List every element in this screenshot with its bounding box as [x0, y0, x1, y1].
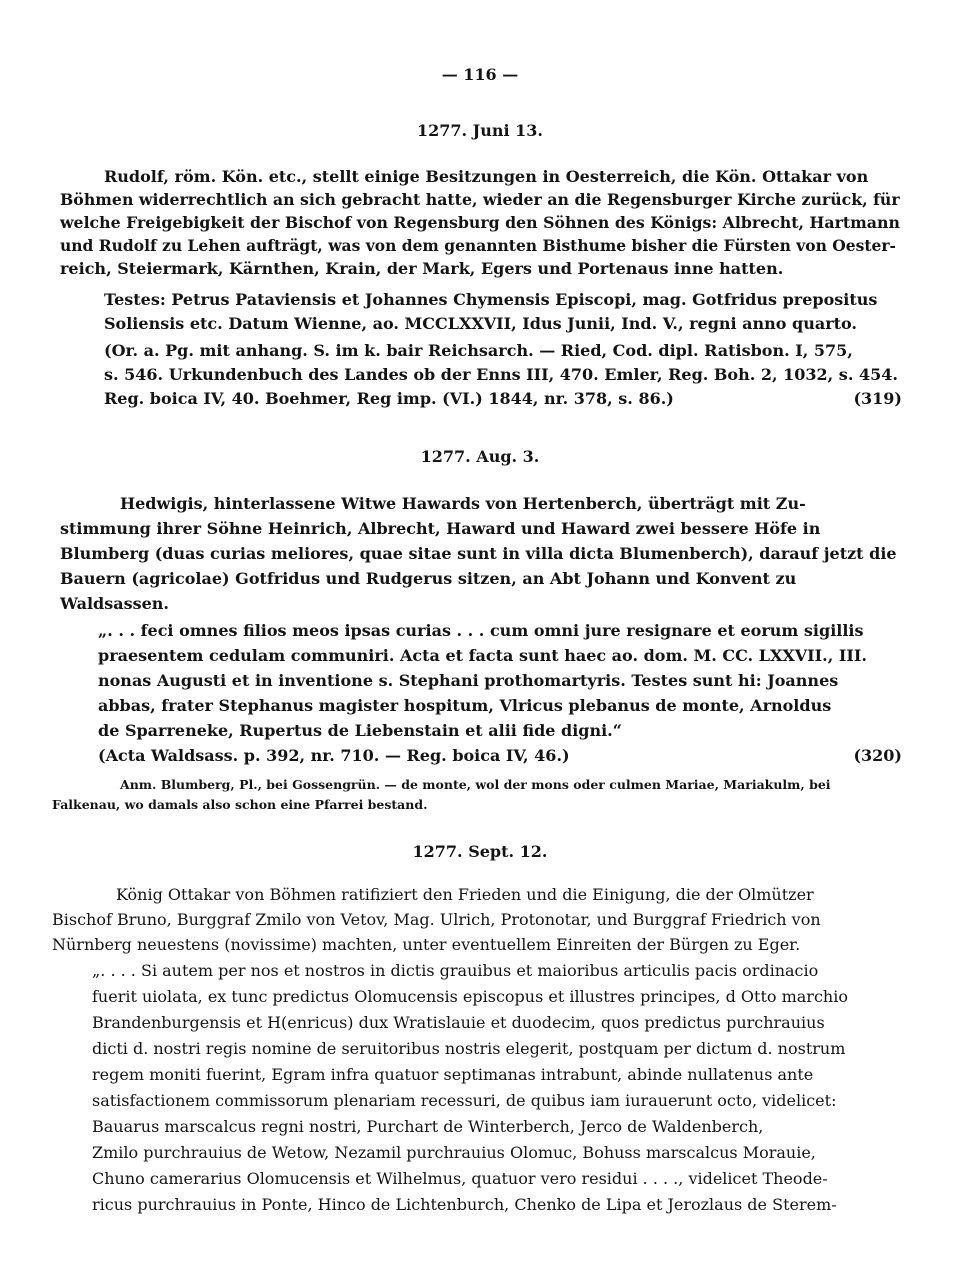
- text-line: stimmung ihrer Söhne Heinrich, Albrecht, Haward und Haward zwei bessere Höfe in: [60, 519, 821, 538]
- text-line: König Ottakar von Böhmen ratifiziert den Frieden und die Einigung, die der Olmützer: [116, 885, 814, 904]
- quote-line: Brandenburgensis et H(enricus) dux Wratislauie et duodecim, quos predictus purchrauius: [92, 1013, 825, 1032]
- text-line: Böhmen widerrechtlich an sich gebracht hatte, wieder an die Regensburger Kirche zurück, für: [60, 190, 900, 209]
- note-line: Anm. Blumberg, Pl., bei Gossengrün. — de monte, wol der mons oder culmen Mariae, Mariakulm, bei: [120, 777, 831, 792]
- quote-line: Chuno camerarius Olomucensis et Wilhelmus, quatuor vero residui . . . ., videlicet Theode-: [92, 1169, 828, 1188]
- citation-line: (Acta Waldsass. p. 392, nr. 710. — Reg. boica IV, 46.): [98, 746, 570, 765]
- entry-number: (320): [853, 746, 902, 765]
- citation-line: Reg. boica IV, 40. Boehmer, Reg imp. (VI.) 1844, nr. 378, s. 86.): [104, 389, 674, 408]
- text-line: Bischof Bruno, Burggraf Zmilo von Vetov, Mag. Ulrich, Protonotar, und Burggraf Friedrich von: [52, 910, 821, 929]
- text-line: Soliensis etc. Datum Wienne, ao. MCCLXXVII, Idus Junii, Ind. V., regni anno quarto.: [104, 314, 857, 333]
- citation-line: s. 546. Urkundenbuch des Landes ob der Enns III, 470. Emler, Reg. Boh. 2, 1032, s. 454.: [104, 365, 898, 384]
- quote-line: „. . . feci omnes filios meos ipsas curias . . . cum omni jure resignare et eorum sigillis: [98, 621, 864, 640]
- entry-date: 1277. Juni 13.: [417, 121, 543, 140]
- quote-line: nonas Augusti et in inventione s. Stephani prothomartyris. Testes sunt hi: Joannes: [98, 671, 839, 690]
- text-line: Blumberg (duas curias meliores, quae sitae sunt in villa dicta Blumenberch), darauf jetzt die: [60, 544, 897, 563]
- text-line: Bauern (agricolae) Gotfridus und Rudgerus sitzen, an Abt Johann und Konvent zu: [60, 569, 797, 588]
- text-line: Rudolf, röm. Kön. etc., stellt einige Besitzungen in Oesterreich, die Kön. Ottakar von: [104, 167, 869, 186]
- entry-date: 1277. Aug. 3.: [420, 447, 540, 466]
- quote-line: Bauarus marscalcus regni nostri, Purchart de Winterberch, Jerco de Waldenberch,: [92, 1117, 764, 1136]
- text-line: reich, Steiermark, Kärnthen, Krain, der Mark, Egers und Portenaus inne hatten.: [60, 259, 784, 278]
- quote-line: fuerit uiolata, ex tunc predictus Olomucensis episcopus et illustres principes, d Otto marchio: [92, 987, 848, 1006]
- quote-line: abbas, frater Stephanus magister hospitum, Vlricus plebanus de monte, Arnoldus: [98, 696, 832, 715]
- quote-line: praesentem cedulam communiri. Acta et facta sunt haec ao. dom. M. CC. LXXVII., III.: [98, 646, 867, 665]
- entry-date: 1277. Sept. 12.: [412, 842, 548, 861]
- text-line: Waldsassen.: [60, 594, 169, 613]
- citation-line: (Or. a. Pg. mit anhang. S. im k. bair Reichsarch. — Ried, Cod. dipl. Ratisbon. I, 575,: [104, 341, 853, 360]
- note-line: Falkenau, wo damals also schon eine Pfarrei bestand.: [52, 797, 428, 812]
- quote-line: satisfactionem commissorum plenariam recessuri, de quibus iam iurauerunt octo, videlicet:: [92, 1091, 837, 1110]
- quote-line: Zmilo purchrauius de Wetow, Nezamil purchrauius Olomuc, Bohuss marscalcus Morauie,: [92, 1143, 816, 1162]
- quote-line: dicti d. nostri regis nomine de seruitoribus nostris elegerit, postquam per dictum d. nostrum: [92, 1039, 846, 1058]
- text-line: Nürnberg neuestens (novissime) machten, unter eventuellem Einreiten der Bürgen zu Eger.: [52, 935, 801, 954]
- text-line: und Rudolf zu Lehen aufträgt, was von dem genannten Bisthume bisher die Fürsten von Oester-: [60, 236, 896, 255]
- quote-line: ricus purchrauius in Ponte, Hinco de Lichtenburch, Chenko de Lipa et Jerozlaus de Sterem-: [92, 1195, 837, 1214]
- quote-line: de Sparreneke, Rupertus de Liebenstain et alii fide digni.“: [98, 721, 622, 740]
- quote-line: regem moniti fuerint, Egram infra quatuor septimanas intrabunt, abinde nullatenus ante: [92, 1065, 814, 1084]
- text-line: Hedwigis, hinterlassene Witwe Hawards von Hertenberch, überträgt mit Zu-: [120, 494, 806, 513]
- text-line: welche Freigebigkeit der Bischof von Regensburg den Söhnen des Königs: Albrecht, Hartmann: [60, 213, 900, 232]
- quote-line: „. . . . Si autem per nos et nostros in dictis grauibus et maioribus articulis pacis ordinacio: [92, 961, 819, 980]
- entry-number: (319): [853, 389, 902, 408]
- text-line: Testes: Petrus Pataviensis et Johannes Chymensis Episcopi, mag. Gotfridus prepositus: [104, 290, 878, 309]
- page-number: — 116 —: [441, 65, 519, 84]
